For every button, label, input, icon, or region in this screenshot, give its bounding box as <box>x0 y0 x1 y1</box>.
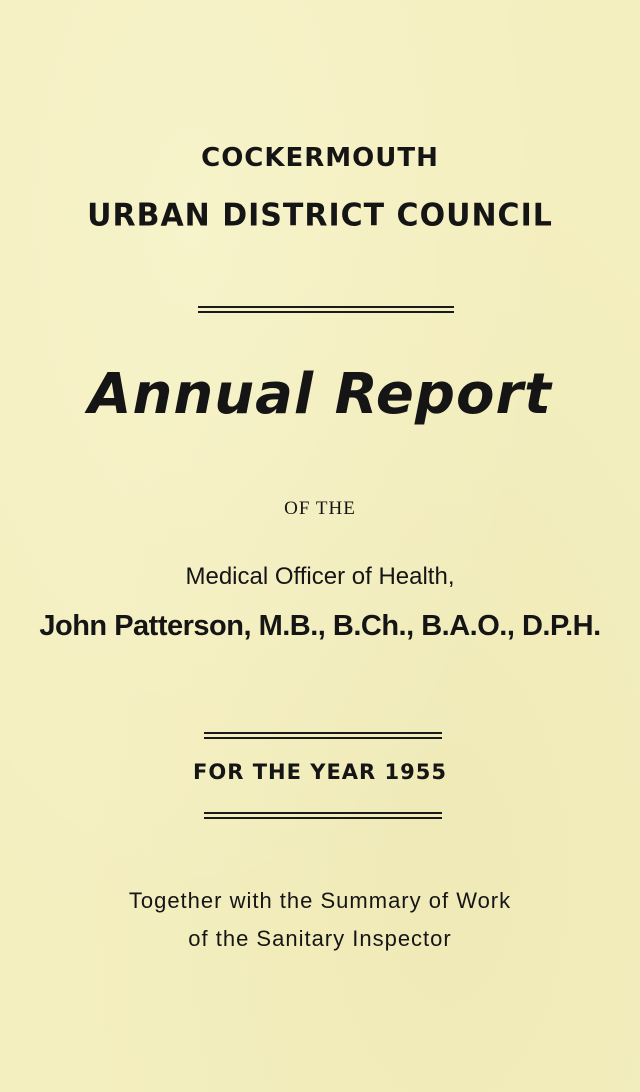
council-heading: URBAN DISTRICT COUNCIL <box>87 197 553 234</box>
officer-name: John Patterson, M.B., B.Ch., B.A.O., D.P.H. <box>39 610 601 642</box>
double-rule-top-lower <box>198 311 454 313</box>
officer-title: Medical Officer of Health, <box>185 563 455 590</box>
report-title: Annual Report <box>88 362 552 427</box>
double-rule-bottom-upper <box>204 812 442 814</box>
summary-line-2: of the Sanitary Inspector <box>188 926 452 951</box>
double-rule-top-upper <box>198 306 454 308</box>
of-the-label: OF THE <box>284 498 356 519</box>
town-heading: COCKERMOUTH <box>201 143 439 173</box>
year-line: FOR THE YEAR 1955 <box>193 760 447 784</box>
double-rule-middle-upper <box>204 732 442 734</box>
summary-line-1: Together with the Summary of Work <box>128 888 512 913</box>
double-rule-bottom-lower <box>204 817 442 819</box>
double-rule-middle-lower <box>204 737 442 739</box>
